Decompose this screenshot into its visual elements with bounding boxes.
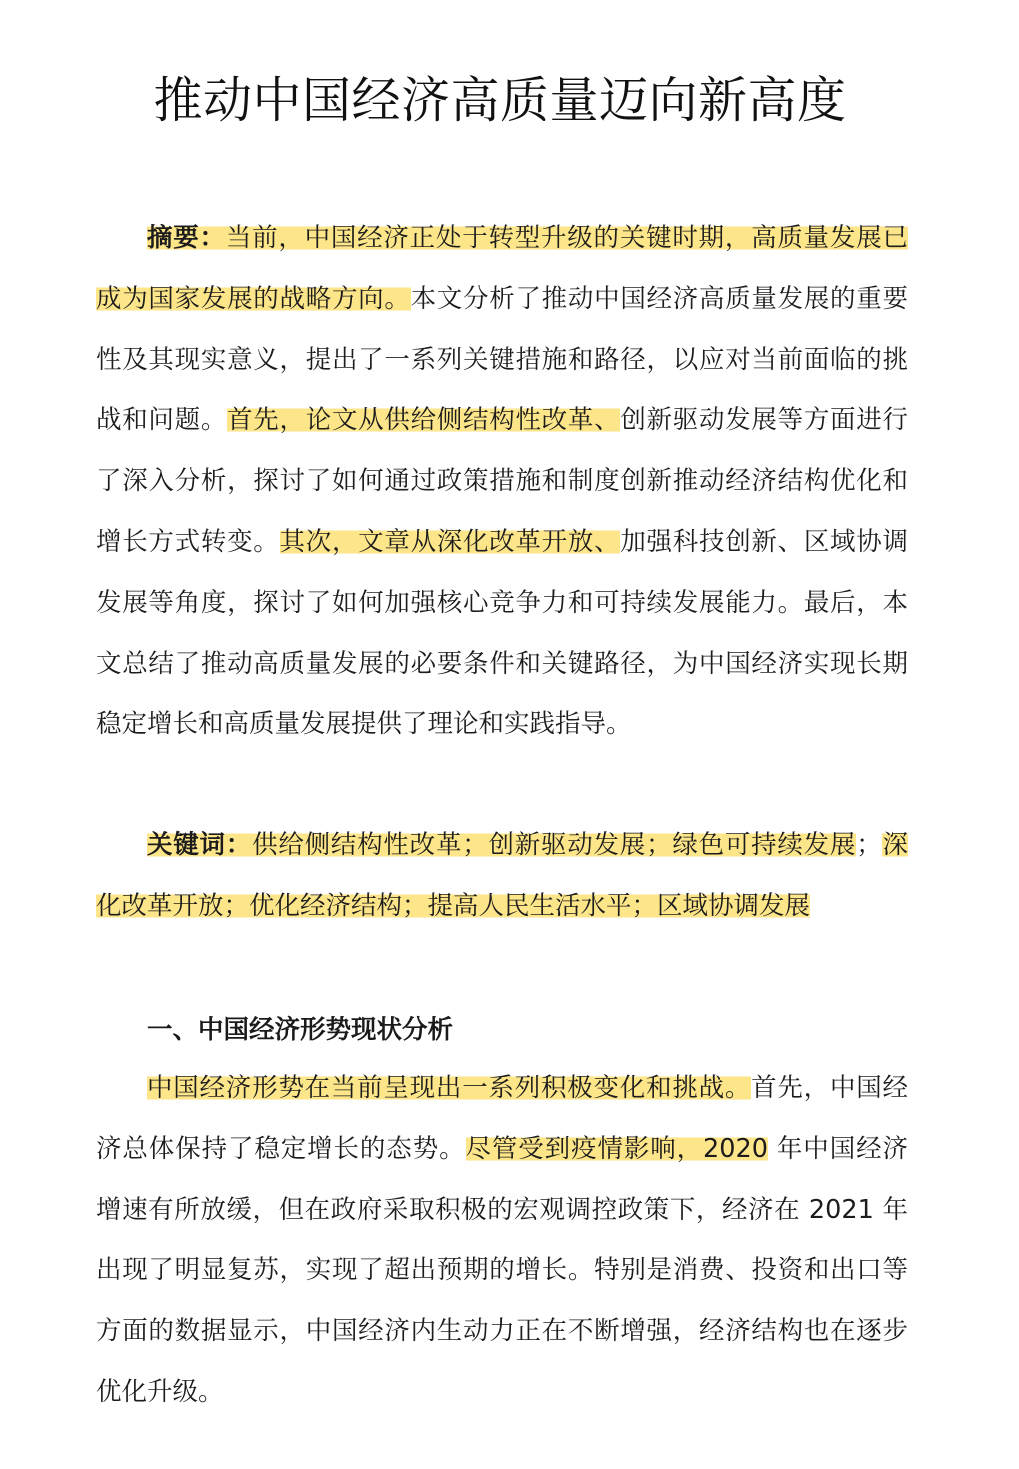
abstract-text-3: 加强科技创新、区域协调发展等角度，探讨了如何加强核心竞争力和可持续发展能力。最后，本文总结了推动高质量发展的必要条件和关键路径，为中国经济实现长期稳定增长和高质量发展提供了理论和实践指导。	[96, 526, 908, 740]
keywords-separator: ；	[856, 830, 882, 860]
keywords-highlight-1	[147, 830, 856, 860]
abstract-highlight-2: 首先，论文从供给侧结构性改革、	[227, 405, 621, 436]
section-highlight-2: 尽管受到疫情影响，2020	[465, 1133, 768, 1164]
abstract-highlight-3: 其次，文章从深化改革开放、	[279, 526, 621, 557]
section-heading: 一、中国经济形势现状分析	[147, 1015, 454, 1045]
keywords-label: 关键词：	[147, 830, 253, 860]
abstract-highlight-1-text: 当前，中国经济正处于转型升级的关键时期，高质量发展已成为国家发展的战略方向。	[96, 223, 908, 314]
keywords-paragraph	[96, 815, 908, 937]
section-paragraph	[96, 1058, 908, 1423]
abstract-text-1: 本文分析了推动中国经济高质量发展的重要性及其现实意义，提出了一系列关键措施和路径，以应对当前面临的挑战和问题。	[96, 283, 908, 436]
abstract-label: 摘要：	[147, 223, 226, 253]
section-text-1: 首先，中国经济总体保持了稳定增长的态势。	[96, 1073, 908, 1164]
keywords-highlight-1-text: 供给侧结构性改革；创新驱动发展；绿色可持续发展	[252, 830, 857, 860]
abstract-paragraph	[96, 208, 908, 755]
abstract-text-2: 创新驱动发展等方面进行了深入分析，探讨了如何通过政策措施和制度创新推动经济结构优化和增长方式转变。	[96, 405, 908, 557]
section-highlight-1: 中国经济形势在当前呈现出一系列积极变化和挑战。	[147, 1073, 752, 1103]
document-title: 推动中国经济高质量迈向新高度	[153, 72, 847, 129]
section-text-2: 年中国经济增速有所放缓，但在政府采取积极的宏观调控政策下，经济在 2021 年出现了明显复苏，实现了超出预期的增长。特别是消费、投资和出口等方面的数据显示，中国经济内生动力正在不断增强，经济结构也在逐步优化升级。	[96, 1133, 908, 1407]
keywords-highlight-2: 深化改革开放；优化经济结构；提高人民生活水平；区域协调发展	[96, 830, 908, 921]
